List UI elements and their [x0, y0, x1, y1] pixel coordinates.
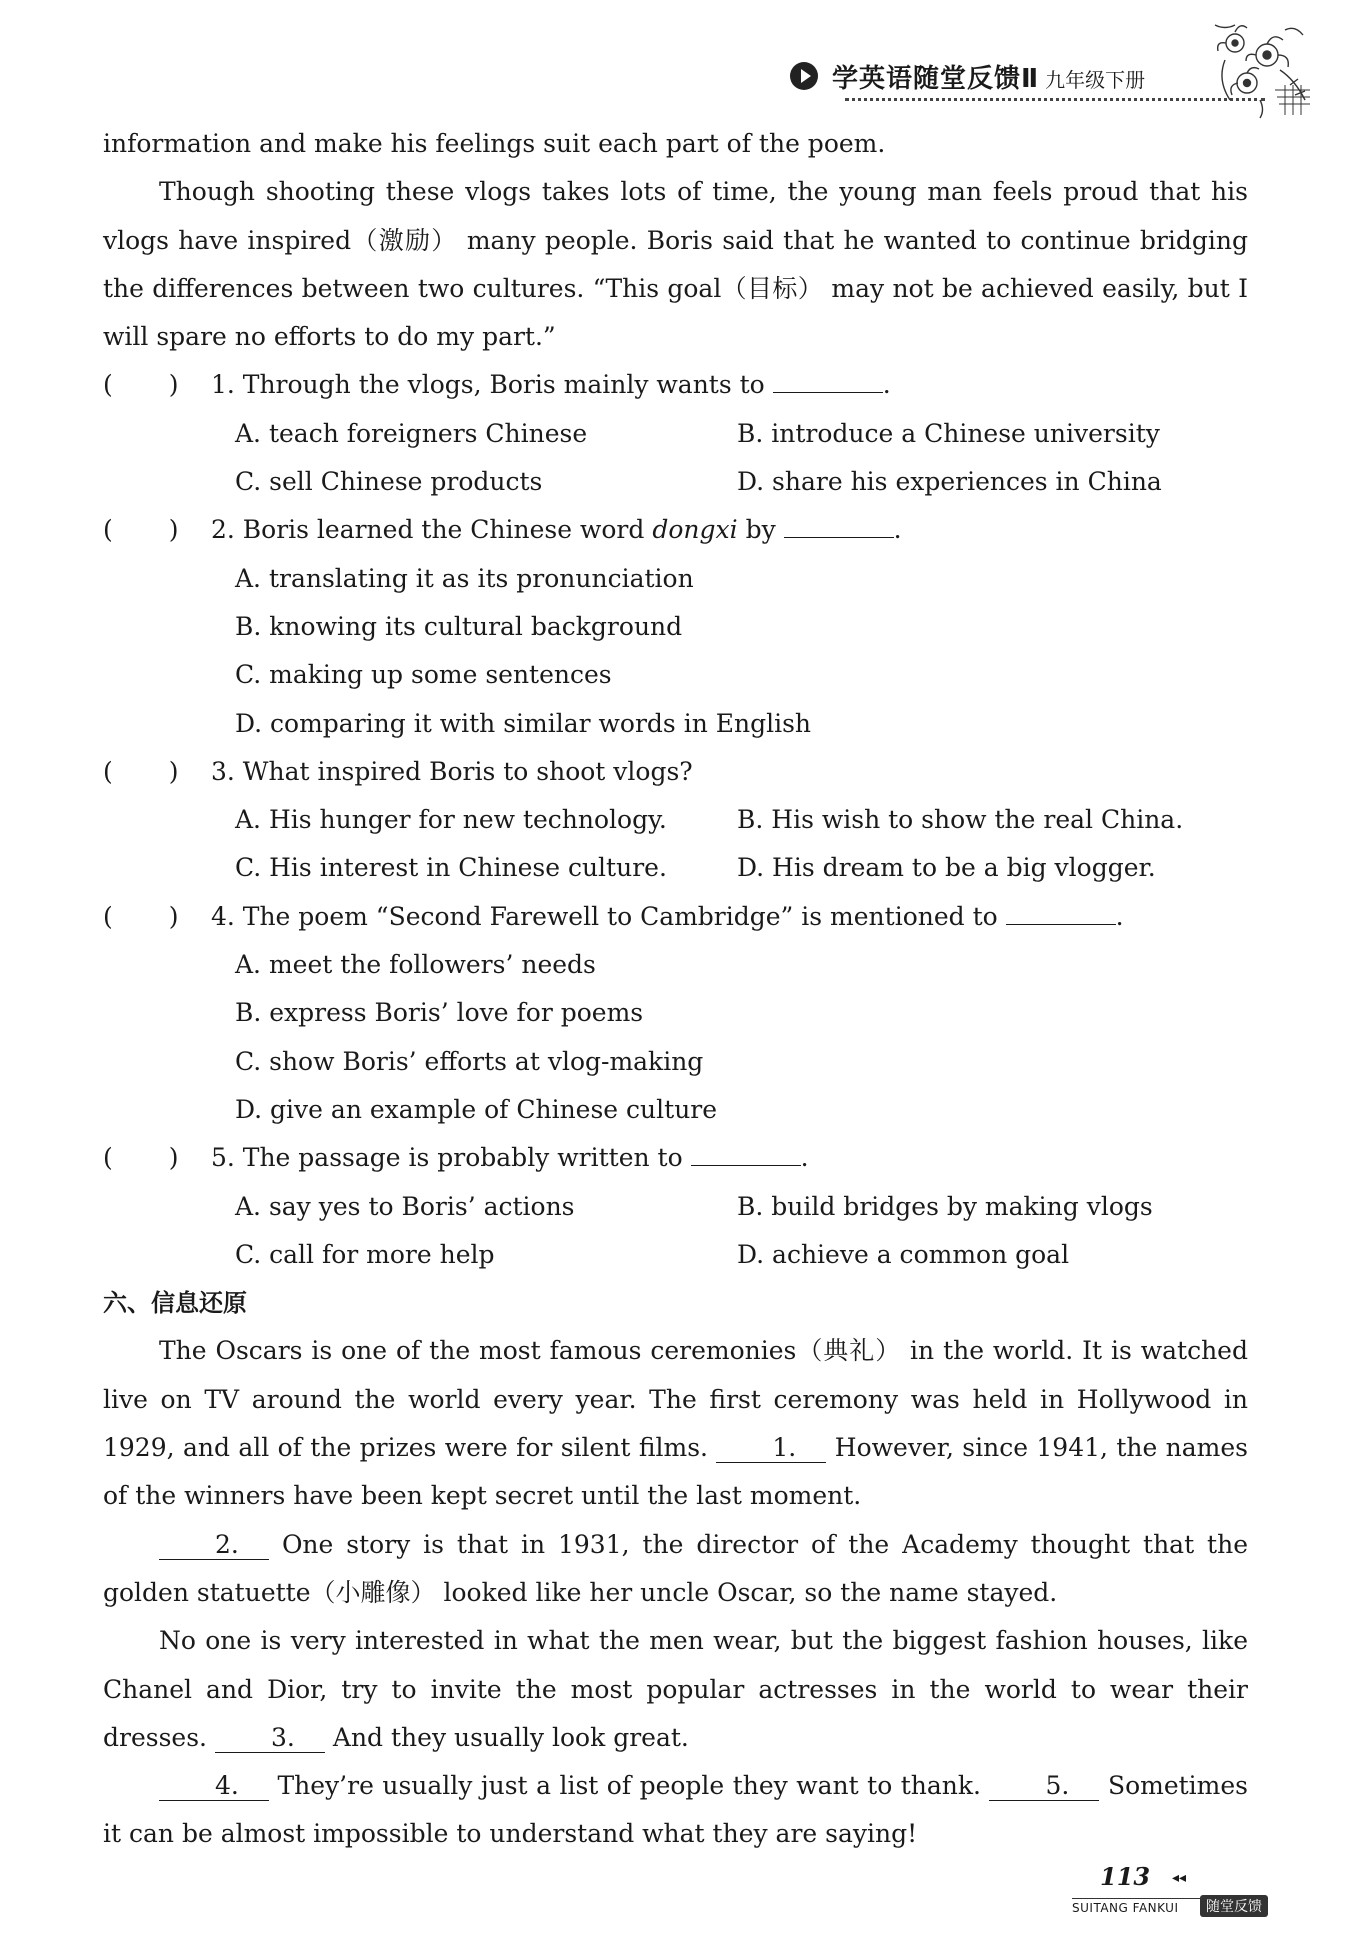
fill-blank-3[interactable]: 3. — [215, 1724, 325, 1753]
fill-blank-5[interactable]: 5. — [989, 1772, 1099, 1801]
section6-paragraph-4 — [103, 1762, 1248, 1859]
option-a[interactable]: A. translating it as its pronunciation — [235, 563, 694, 593]
chinese-gloss: （典礼） — [796, 1336, 902, 1366]
option-c[interactable]: C. sell Chinese products — [235, 467, 543, 497]
question-stem: Through the vlogs, Boris mainly wants to — [242, 370, 765, 400]
question-5 — [103, 1134, 1248, 1182]
question-stem: by — [745, 515, 776, 545]
book-title: 学英语随堂反馈Ⅱ — [832, 63, 1040, 94]
passage-text: in the world. It is watched live on TV around the world every year. The first ceremony was held in Hollywood in 1929, and all of the prizes were for silent films. — [103, 1336, 1248, 1463]
option-b[interactable]: B. build bridges by making vlogs — [737, 1191, 1153, 1221]
question-number: 1. — [210, 370, 235, 400]
option-d[interactable]: D. His dream to be a big vlogger. — [737, 853, 1156, 883]
option-row — [103, 458, 1248, 506]
answer-bracket[interactable]: ( ) — [103, 370, 179, 400]
passage-text: many people. Boris said that he wanted to continue bridging the differences between two cultures. “This goal — [103, 225, 1248, 303]
fill-blank-1[interactable]: 1. — [716, 1434, 826, 1463]
chinese-gloss: （目标） — [721, 273, 824, 303]
answer-blank[interactable] — [773, 392, 883, 393]
question-2 — [103, 506, 1248, 554]
passage-text: One story is that in 1931, the director of the Academy thought that the golden statuette — [103, 1529, 1249, 1607]
question-stem: The poem “Second Farewell to Cambridge” is mentioned to — [242, 901, 998, 931]
option-d[interactable]: D. comparing it with similar words in English — [235, 708, 812, 738]
answer-blank[interactable] — [691, 1165, 801, 1166]
question-3 — [103, 748, 1248, 796]
answer-blank[interactable] — [1006, 924, 1116, 925]
passage-text: No one is very interested in what the men wear, but the biggest fashion houses, like Chanel and Dior, try to invite the most popular actresses in the world to wear their dresses. — [103, 1626, 1248, 1752]
question-end: . — [882, 370, 891, 400]
passage-text: The Oscars is one of the most famous ceremonies — [159, 1336, 797, 1366]
option-b[interactable]: B. knowing its cultural background — [235, 611, 683, 641]
question-number: 5. — [210, 1143, 235, 1173]
option-a[interactable]: A. meet the followers’ needs — [235, 950, 596, 980]
chinese-gloss: （小雕像） — [310, 1577, 436, 1607]
grade-label: 九年级下册 — [1045, 67, 1146, 92]
option-a[interactable]: A. His hunger for new technology. — [235, 805, 667, 835]
question-end: . — [893, 515, 902, 545]
fill-blank-2[interactable]: 2. — [159, 1531, 269, 1560]
footer-brand-bar — [1072, 1895, 1282, 1917]
question-number: 4. — [210, 901, 235, 931]
question-stem: The passage is probably written to — [242, 1143, 683, 1173]
option-c[interactable]: C. show Boris’ efforts at vlog-making — [235, 1046, 704, 1076]
italic-word: dongxi — [652, 515, 738, 545]
passage-text: Sometimes it can be almost impossible to understand what they are saying! — [103, 1771, 1249, 1849]
answer-blank[interactable] — [784, 537, 894, 538]
page-number: 113 — [1100, 1862, 1151, 1891]
option-c[interactable]: C. call for more help — [235, 1239, 495, 1269]
option-d[interactable]: D. achieve a common goal — [737, 1239, 1070, 1269]
passage-text: However, since 1941, the names of the winners have been kept secret until the last moment. — [103, 1433, 1248, 1511]
answer-bracket[interactable]: ( ) — [103, 1143, 179, 1173]
main-content — [103, 120, 1248, 1859]
passage-text: And they usually look great. — [332, 1722, 689, 1752]
option-row — [103, 796, 1248, 844]
option-row — [103, 1231, 1248, 1279]
passage-text: looked like her uncle Oscar, so the name stayed. — [435, 1577, 1058, 1607]
question-end: . — [800, 1143, 809, 1173]
option-b[interactable]: B. express Boris’ love for poems — [235, 998, 644, 1028]
section6-paragraph-3 — [103, 1617, 1248, 1762]
chinese-gloss: （激励） — [351, 225, 458, 255]
section6-paragraph-1 — [103, 1327, 1248, 1520]
option-row — [103, 844, 1248, 892]
option-row — [103, 1183, 1248, 1231]
double-arrow-left-icon: ◂◂ — [1172, 1870, 1187, 1886]
option-a[interactable]: A. say yes to Boris’ actions — [235, 1191, 575, 1221]
passage-paragraph — [103, 168, 1248, 361]
page-header — [790, 52, 1260, 100]
option-d[interactable]: D. share his experiences in China — [737, 467, 1162, 497]
answer-bracket[interactable]: ( ) — [103, 756, 179, 786]
question-1 — [103, 361, 1248, 409]
fill-blank-4[interactable]: 4. — [159, 1772, 269, 1801]
passage-line: information and make his feelings suit each part of the poem. — [103, 129, 886, 158]
question-end: . — [1115, 901, 1124, 931]
question-number: 2. — [210, 515, 235, 545]
question-stem: What inspired Boris to shoot vlogs? — [242, 756, 693, 786]
footer-brand: 随堂反馈 — [1200, 1895, 1268, 1917]
passage-text: Though shooting these vlogs takes lots of time, the young man feels proud that his vlogs have inspired — [103, 177, 1248, 255]
option-row — [103, 410, 1248, 458]
option-c[interactable]: C. His interest in Chinese culture. — [235, 853, 667, 883]
question-number: 3. — [210, 756, 235, 786]
section-title: 六、信息还原 — [103, 1289, 247, 1318]
option-b[interactable]: B. His wish to show the real China. — [737, 805, 1184, 835]
header-dotted-rule — [845, 98, 1265, 101]
passage-text: may not be achieved easily, but I will spare no efforts to do my part.” — [103, 273, 1248, 352]
option-c[interactable]: C. making up some sentences — [235, 660, 612, 690]
answer-bracket[interactable]: ( ) — [103, 515, 179, 545]
question-4 — [103, 893, 1248, 941]
footer-pinyin: SUITANG FANKUI — [1072, 1898, 1200, 1915]
passage-text: They’re usually just a list of people they want to thank. — [277, 1771, 981, 1801]
answer-bracket[interactable]: ( ) — [103, 901, 179, 931]
option-a[interactable]: A. teach foreigners Chinese — [235, 418, 588, 448]
play-circle-icon — [790, 62, 818, 90]
flower-decoration-icon — [1205, 15, 1315, 120]
option-b[interactable]: B. introduce a Chinese university — [737, 418, 1160, 448]
section6-paragraph-2 — [103, 1521, 1248, 1618]
option-d[interactable]: D. give an example of Chinese culture — [235, 1094, 718, 1124]
question-stem: Boris learned the Chinese word — [242, 515, 645, 545]
